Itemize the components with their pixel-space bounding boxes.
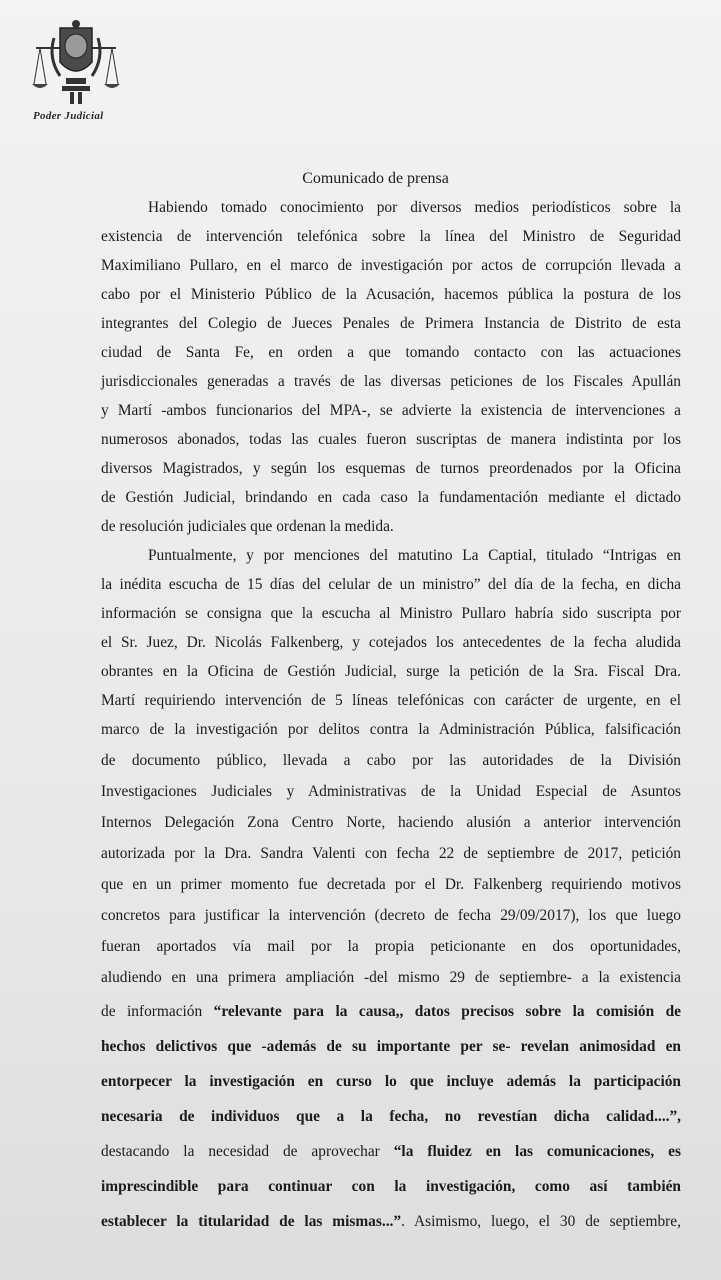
bold-line: necesaria de individuos que a la fecha, no revestían dicha calidad....”, (101, 1108, 681, 1125)
body-line: cabo por el Ministerio Público de la Acusación, hacemos pública la postura de los (101, 286, 681, 303)
body-line-mixed (101, 1212, 681, 1232)
body-line: Internos Delegación Zona Centro Norte, haciendo alusión a anterior intervención (101, 814, 681, 831)
body-line: numerosos abonados, todas las cuales fueron suscriptas de manera indistinta por los (101, 431, 681, 448)
bold-text: “relevante para la causa,, datos precisos sobre la comisión de (213, 1003, 681, 1020)
institution-label: Poder Judicial (33, 110, 104, 122)
body-line: Puntualmente, y por menciones del matutino La Captial, titulado “Intrigas en (148, 547, 681, 564)
body-line: información se consigna que la escucha al Ministro Pullaro habría sido suscripta por (101, 605, 681, 622)
body-line: concretos para justificar la intervención (decreto de fecha 29/09/2017), los que luego (101, 907, 681, 924)
document-title: Comunicado de prensa (302, 170, 449, 187)
body-line: fueran aportados vía mail por la propia peticionante en dos oportunidades, (101, 938, 681, 955)
body-line: Martí requiriendo intervención de 5 líneas telefónicas con carácter de urgente, en el (101, 692, 681, 709)
body-line: aludiendo en una primera ampliación -del mismo 29 de septiembre- a la existencia (101, 969, 681, 986)
body-line: marco de la investigación por delitos contra la Administración Pública, falsificación (101, 721, 681, 738)
judicial-seal-icon (30, 18, 122, 106)
body-line: de Gestión Judicial, brindando en cada caso la fundamentación mediante el dictado (101, 489, 681, 506)
body-line: autorizada por la Dra. Sandra Valenti con fecha 22 de septiembre de 2017, petición (101, 845, 681, 862)
body-line: obrantes en la Oficina de Gestión Judicial, surge la petición de la Sra. Fiscal Dra. (101, 663, 681, 680)
body-line: Maximiliano Pullaro, en el marco de investigación por actos de corrupción llevada a (101, 257, 681, 274)
body-line: y Martí -ambos funcionarios del MPA-, se advierte la existencia de intervenciones a (101, 402, 681, 419)
body-line: Habiendo tomado conocimiento por diversos medios periodísticos sobre la (148, 199, 681, 216)
bold-text: “la fluidez en las comunicaciones, es (393, 1143, 681, 1160)
body-line: el Sr. Juez, Dr. Nicolás Falkenberg, y cotejados los antecedentes de la fecha aludida (101, 634, 681, 651)
bold-text: establecer la titularidad de las mismas...” (101, 1213, 402, 1230)
plain-text: de información (101, 1003, 214, 1020)
body-line-mixed (101, 1142, 681, 1162)
bold-line: entorpecer la investigación en curso lo que incluye además la participación (101, 1073, 681, 1090)
body-line: la inédita escucha de 15 días del celular de un ministro” del día de la fecha, en dicha (101, 576, 681, 593)
body-line: de documento público, llevada a cabo por las autoridades de la División (101, 752, 681, 769)
body-line: diversos Magistrados, y según los esquemas de turnos preordenados por la Oficina (101, 460, 681, 477)
body-line: de resolución judiciales que ordenan la medida. (101, 518, 394, 535)
bold-line: hechos delictivos que -además de su importante per se- revelan animosidad en (101, 1038, 681, 1055)
body-line-mixed (101, 1002, 681, 1022)
body-line: ciudad de Santa Fe, en orden a que tomando contacto con las actuaciones (101, 344, 681, 361)
bold-line: imprescindible para continuar con la investigación, como así también (101, 1178, 681, 1195)
plain-text: destacando la necesidad de aprovechar (101, 1143, 394, 1160)
body-line: integrantes del Colegio de Jueces Penales de Primera Instancia de Distrito de esta (101, 315, 681, 332)
body-line: existencia de intervención telefónica sobre la línea del Ministro de Seguridad (101, 228, 681, 245)
body-line: Investigaciones Judiciales y Administrativas de la Unidad Especial de Asuntos (101, 783, 681, 800)
body-line: que en un primer momento fue decretada por el Dr. Falkenberg requiriendo motivos (101, 876, 681, 893)
plain-text: . Asimismo, luego, el 30 de septiembre, (401, 1213, 681, 1230)
body-line: jurisdiccionales generadas a través de las diversas peticiones de los Fiscales Apullán (101, 373, 681, 390)
